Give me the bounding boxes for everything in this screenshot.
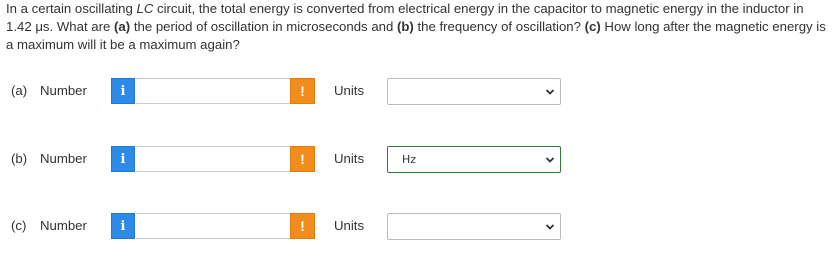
answer-row-b [0,144,832,174]
chevron-down-icon [545,155,555,165]
part-b-marker: (b) [396,19,414,34]
number-label: Number [40,218,87,233]
number-input-a[interactable] [136,78,291,104]
units-select-c[interactable] [387,213,561,240]
warning-button-b[interactable] [290,146,315,172]
answer-row-c [0,211,832,241]
units-select-b[interactable] [387,146,561,173]
exclamation-icon: ! [300,218,305,234]
info-icon: i [120,83,126,99]
question-text-5: How long after the magnetic energy is a maximum will it be a maximum again? [6,19,826,52]
exclamation-icon: ! [300,151,305,167]
part-a-marker: (a) [114,19,131,34]
question-text-2: circuit, the total energy is converted from electrical energy in the capacitor to magnetic energy in the inductor in 1.42 μs. What are [6,1,804,34]
question-text [6,0,826,54]
info-button-b[interactable] [111,146,135,172]
question-text-3: the period of oscillation in microseconds and [130,19,397,34]
units-label-a: Units [334,83,365,98]
number-label: Number [40,151,87,166]
question-text-1: In a certain oscillating [6,1,137,16]
chevron-down-icon [545,222,555,232]
number-input-b[interactable] [136,146,291,172]
units-label-c: Units [334,218,365,233]
row-label-a [11,83,87,98]
units-select-a[interactable] [387,78,561,105]
units-label-b: Units [334,151,365,166]
info-button-a[interactable] [111,78,135,104]
warning-button-a[interactable] [290,78,315,104]
row-label-c [11,218,87,233]
question-text-4: the frequency of oscillation? [413,19,585,34]
answer-row-a [0,76,832,106]
chevron-down-icon [545,87,555,97]
row-label-b [11,151,87,166]
part-label: (c) [11,218,27,233]
part-label: (a) [11,83,28,98]
exclamation-icon: ! [300,83,305,99]
number-label: Number [40,83,87,98]
part-c-marker: (c) [584,19,601,34]
warning-button-c[interactable] [290,213,315,239]
info-icon: i [120,151,126,167]
info-icon: i [120,218,126,234]
part-label: (b) [11,151,28,166]
info-button-c[interactable] [111,213,135,239]
units-selected-value: Hz [402,153,417,166]
lc-term: LC [136,1,154,16]
number-input-c[interactable] [136,213,291,239]
